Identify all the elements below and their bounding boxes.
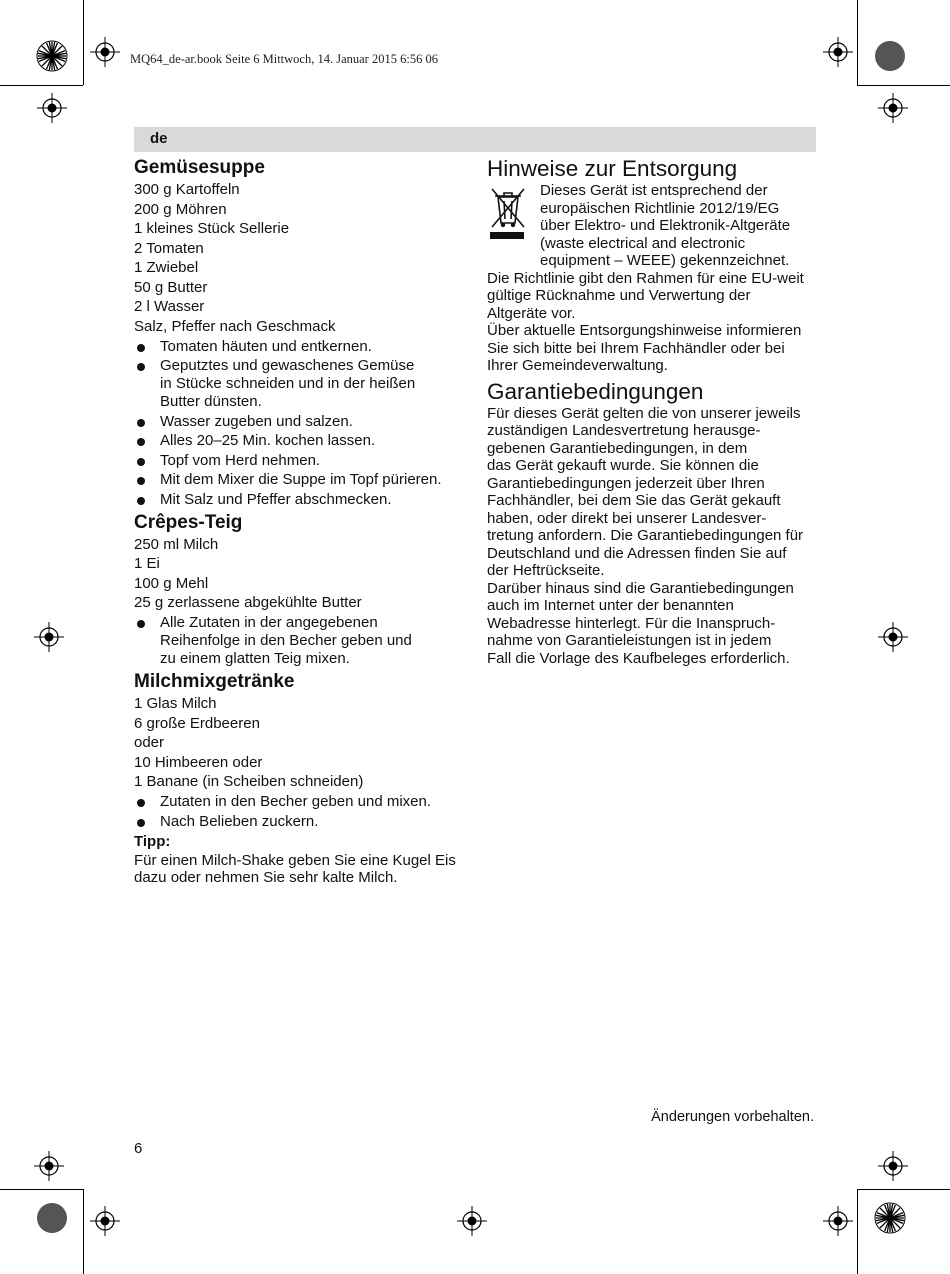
shake-steps [134,793,469,831]
ingredient: oder [134,734,165,751]
shake-ingredients [134,694,469,792]
bullet-item: Mit Salz und Pfeffer abschmecken. [134,491,469,509]
bullet-icon [137,363,145,371]
weee-line: (waste electrical and electronic [540,234,746,252]
ingredient: 6 große Erdbeeren [134,714,260,732]
color-dial-icon [37,41,67,71]
registration-mark-icon [878,93,908,123]
page-number: 6 [134,1140,143,1157]
bullet-icon [137,620,145,628]
bullet-icon [137,799,145,807]
bullet-icon [137,497,145,505]
registration-mark-icon [878,622,908,652]
right-column [487,155,822,667]
weee-line: equipment – WEEE) gekennzeichnet. [540,252,790,269]
warranty-text: Für dieses Gerät gelten die von unserer jeweils zuständigen Landesvertretung herausge- gebenen Garantiebedingungen, in dem das Gerät gekauft wurde. Sie können die Garantiebedingungen jederzeit über Ihren Fachhändler, bei dem Sie das Gerät gekauft haben, oder direkt bei unserer Landesver- tretung anfordern. Die Garantiebedingungen für Deutschland und die Adressen finden Sie auf der Heftrückseite. Darüber hinaus sind die Garantiebedingungen auch im Internet unter der benannten Webadresse hinterlegt. Für die Inanspruch- nahme von Garantieleistungen ist in jedem Fall die Vorlage des Kaufbeleges erforderlich. [487,404,804,667]
soup-steps [134,338,469,509]
tip-text: Für einen Milch-Shake geben Sie eine Kugel Eis dazu oder nehmen Sie sehr kalte Milch. [134,851,456,886]
registration-mark-icon [457,1206,487,1236]
registration-mark-icon [878,1151,908,1181]
warranty-title: Garantiebedingungen [487,378,704,404]
registration-mark-icon [34,1151,64,1181]
bullet-icon [137,419,145,427]
footer-note: Änderungen vorbehalten. [651,1109,814,1125]
ingredient: 1 Ei [134,555,160,572]
bullet-item: Alle Zutaten in der angegebenen Reihenfolge in den Becher geben und zu einem glatten Teig mixen. [134,614,469,668]
ingredient: 50 g Butter [134,278,208,296]
ingredient: 1 Zwiebel [134,259,199,276]
registration-mark-icon [90,1206,120,1236]
ingredient: 10 Himbeeren oder [134,753,263,771]
bullet-item: Mit dem Mixer die Suppe im Topf pürieren. [134,471,469,489]
bullet-item: Wasser zugeben und salzen. [134,413,469,431]
bullet-item: Zutaten in den Becher geben und mixen. [134,793,469,811]
soup-title: Gemüsesuppe [134,157,265,178]
ingredient: 1 Banane (in Scheiben schneiden) [134,773,364,790]
registration-mark-icon [823,37,853,67]
ingredient: Salz, Pfeffer nach Geschmack [134,317,336,335]
soup-ingredients [134,180,469,336]
ingredient: 2 Tomaten [134,239,204,257]
crepe-ingredients [134,535,469,613]
registration-mark-icon [37,93,67,123]
tip-label: Tipp: [134,833,171,850]
language-bar [134,127,816,152]
ingredient: 250 ml Milch [134,535,219,553]
bullet-item: Nach Belieben zuckern. [134,813,469,831]
bullet-item: Tomaten häuten und entkernen. [134,338,469,356]
registration-mark-icon [34,622,64,652]
weee-line: europäischen Richtlinie 2012/19/EG [540,199,780,217]
bullet-item: Geputztes und gewaschenes Gemüse in Stücke schneiden und in der heißen Butter dünsten. [134,357,469,411]
color-dial-icon [875,1203,905,1233]
disposal-title: Hinweise zur Entsorgung [487,156,738,181]
ingredient: 1 Glas Milch [134,695,217,712]
crossed-out-bin-icon [488,185,528,239]
gray-patch-icon [875,41,905,71]
weee-block [487,182,822,270]
disposal-text: Die Richtlinie gibt den Rahmen für eine EU-weit gültige Rücknahme und Verwertung der Altgeräte vor. Über aktuelle Entsorgungshinweise informieren Sie sich bitte bei Ihrem Fachhändler oder bei Ihrer Gemeindeverwaltung. [487,269,804,374]
weee-line: Dieses Gerät ist entsprechend der [540,182,768,199]
shake-title: Milchmixgetränke [134,671,295,692]
registration-mark-icon [823,1206,853,1236]
ingredient: 100 g Mehl [134,574,209,592]
crepe-title: Crêpes-Teig [134,511,243,533]
ingredient: 2 l Wasser [134,298,205,315]
language-tag: de [150,130,168,147]
bullet-icon [137,438,145,446]
bullet-item: Alles 20–25 Min. kochen lassen. [134,432,469,450]
registration-mark-icon [90,37,120,67]
gray-patch-icon [37,1203,67,1233]
crepe-steps [134,614,469,668]
ingredient: 300 g Kartoffeln [134,181,240,198]
bullet-icon [137,477,145,485]
bullet-item: Topf vom Herd nehmen. [134,452,469,470]
ingredient: 25 g zerlassene abgekühlte Butter [134,594,362,611]
bullet-icon [137,458,145,466]
ingredient: 200 g Möhren [134,200,227,218]
ingredient: 1 kleines Stück Sellerie [134,220,290,237]
bullet-icon [137,344,145,352]
left-column [134,156,469,887]
bullet-icon [137,819,145,827]
weee-line: über Elektro- und Elektronik-Altgeräte [540,217,791,234]
slug-line: MQ64_de-ar.book Seite 6 Mittwoch, 14. Januar 2015 6:56 06 [130,52,438,66]
